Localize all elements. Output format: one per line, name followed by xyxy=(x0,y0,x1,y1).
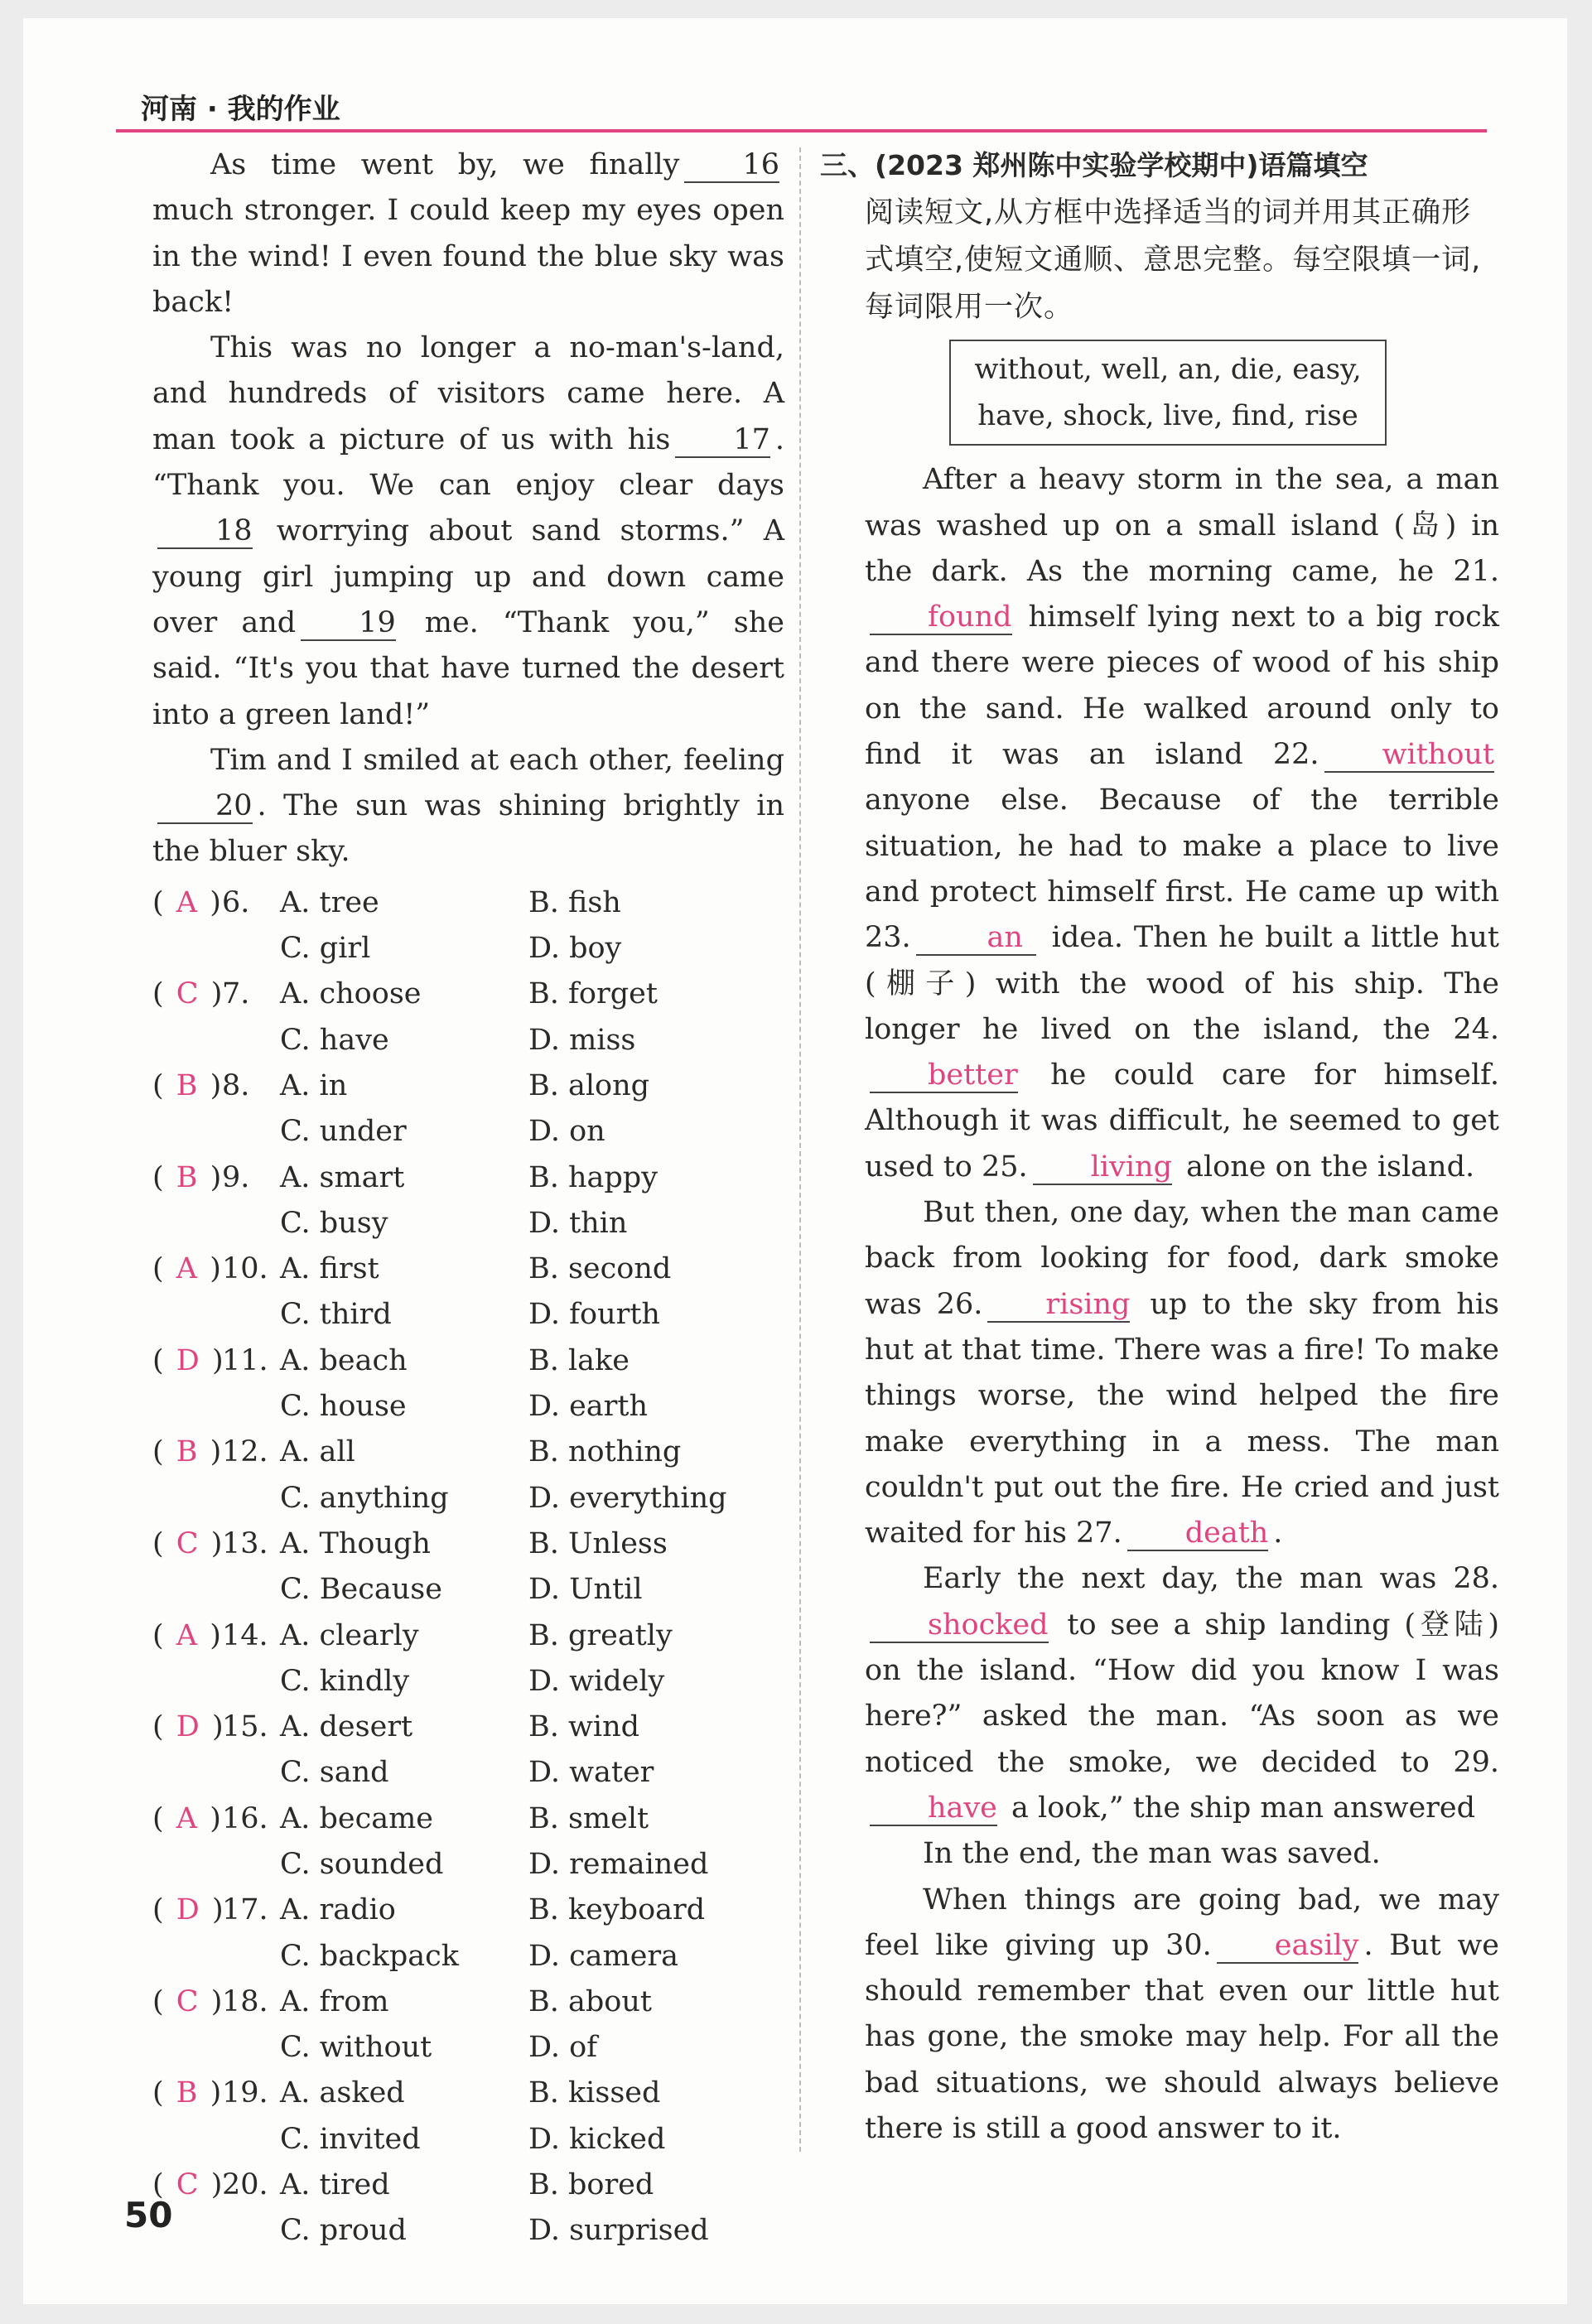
answer-mark: B xyxy=(176,1068,200,1102)
answer-mark: C xyxy=(176,977,200,1011)
answer-mark: B xyxy=(176,1160,200,1194)
answer-mark: D xyxy=(176,1343,201,1377)
passage-paragraph: After a heavy storm in the sea, a man was washed up on a small island (岛) in the dark. As the morning came, he 21.found himself lying next to a big rock and there were pieces of wood of his ship on the sand. He walked around only to find it was an island 22. without anyone else. Because of the terrible situation, he had to make a place to live and protect himself first. He came up with 23. an idea. Then he built a little hut (棚子) with the wood of his ship. The longer he lived on the island, the 24.better he could care for himself. Although it was difficult, he seemed to get used to 25. living alone on the island. xyxy=(865,463,1499,1184)
header-title: 河南 · 我的作业 xyxy=(141,93,340,126)
answer-blank-23: an xyxy=(916,921,1036,956)
answer-mark: D xyxy=(176,1893,201,1927)
question-row: ( D ) 17. A. radio B. keyboard C. backpack D. camera xyxy=(152,1893,706,1973)
blank-17: 17 xyxy=(675,423,770,458)
answer-blank-24: better xyxy=(870,1058,1018,1093)
answer-mark: D xyxy=(176,1710,201,1744)
question-row: ( C ) 20. A. tired B. bored C. proud D. surprised xyxy=(152,2168,709,2248)
answer-blank-21: found xyxy=(870,600,1012,635)
answer-mark: B xyxy=(176,1435,200,1469)
blank-16: 16 xyxy=(684,148,779,183)
answer-blank-27: death xyxy=(1127,1516,1269,1551)
passage-paragraph: As time went by, we finally 16 much stronger. I could keep my eyes open in the wind! I even found the blue sky was back! xyxy=(152,148,784,319)
blank-18: 18 xyxy=(157,514,253,549)
answer-mark: A xyxy=(176,1801,200,1835)
blank-20: 20 xyxy=(157,789,253,824)
question-row: ( A ) 14. A. clearly B. greatly C. kindly D. widely xyxy=(152,1618,673,1698)
page-header xyxy=(116,76,1487,133)
left-column xyxy=(152,142,784,2254)
answer-blank-28: shocked xyxy=(870,1608,1049,1643)
answer-mark: A xyxy=(176,1252,200,1286)
question-row: ( A ) 16. A. became B. smelt C. sounded D. remained xyxy=(152,1801,709,1881)
header-rule xyxy=(116,129,1487,133)
question-row: ( B ) 19. A. asked B. kissed C. invited D. kicked xyxy=(152,2076,666,2156)
answer-mark: C xyxy=(176,2168,200,2202)
passage-paragraph: This was no longer a no-man's-land, and hundreds of visitors came here. A man took a picture of us with his 17 . “Thank you. We can enjoy clear days18 worrying about sand storms.” A young girl jumping up and down came over and 19 me. “Thank you,” she said. “It's you that have turned the desert into a green land!” xyxy=(152,331,784,731)
question-row: ( B ) 8. A. in B. along C. under D. on xyxy=(152,1068,650,1149)
section-title: 三、(2023 郑州陈中实验学校期中)语篇填空 xyxy=(820,149,1368,181)
column-divider xyxy=(799,147,801,2152)
passage-paragraph: In the end, the man was saved. xyxy=(923,1837,1381,1871)
question-row: ( D ) 15. A. desert B. wind C. sand D. water xyxy=(152,1710,654,1790)
passage-paragraph: Tim and I smiled at each other, feeling20 . The sun was shining brightly in the bluer sky. xyxy=(152,743,784,869)
passage-paragraph: Early the next day, the man was 28.shocked to see a ship landing (登陆) on the island. “How did you know I was here?” asked the man. “As soon as we noticed the smoke, we decided to 29.have a look,” the ship man answered xyxy=(865,1562,1499,1825)
question-row: ( B ) 9. A. smart B. happy C. busy D. thin xyxy=(152,1160,658,1240)
word-bank: without, well, an, die, easy, have, shock, live, find, rise xyxy=(949,340,1387,446)
answer-mark: A xyxy=(176,885,200,919)
passage-paragraph: When things are going bad, we may feel like giving up 30. easily . But we should remember that even our little hut has gone, the smoke may help. For all the bad situations, we should always believe there is still a good answer to it. xyxy=(865,1883,1499,2145)
answer-blank-26: rising xyxy=(987,1288,1130,1323)
instructions: 阅读短文,从方框中选择适当的词并用其正确形式填空,使短文通顺、意思完整。每空限填一词,每词限用一次。 xyxy=(865,196,1482,325)
passage-paragraph: But then, one day, when the man came back from looking for food, dark smoke was 26. rising up to the sky from his hut at that time. There was a fire! To make things worse, the wind helped the fire make everything in a mess. The man couldn't put out the fire. He cried and just waited for his 27. death . xyxy=(865,1196,1499,1550)
page-number: 50 xyxy=(124,2195,173,2235)
answer-mark: C xyxy=(176,1526,200,1560)
question-row: ( C ) 18. A. from B. about C. without D. of xyxy=(152,1984,652,2065)
blank-19: 19 xyxy=(301,606,396,641)
answer-blank-22: without xyxy=(1324,738,1494,773)
question-row: ( A ) 6. A. tree B. fish C. girl D. boy xyxy=(152,885,622,966)
answer-blank-25: living xyxy=(1033,1150,1172,1185)
right-column xyxy=(820,142,1499,2152)
answer-mark: A xyxy=(176,1618,200,1652)
choice-questions xyxy=(152,880,784,2254)
question-row: ( B ) 12. A. all B. nothing C. anything D. everything xyxy=(152,1435,727,1515)
question-row: ( D ) 11. A. beach B. lake C. house D. earth xyxy=(152,1343,648,1424)
question-row: ( A ) 10. A. first B. second C. third D. fourth xyxy=(152,1252,672,1332)
answer-mark: C xyxy=(176,1984,200,2018)
question-row: ( C ) 13. A. Though B. Unless C. Because D. Until xyxy=(152,1526,668,1607)
answer-blank-30: easily xyxy=(1217,1929,1359,1964)
answer-blank-29: have xyxy=(870,1791,997,1826)
answer-mark: B xyxy=(176,2076,200,2110)
question-row: ( C ) 7. A. choose B. forget C. have D. miss xyxy=(152,977,658,1057)
